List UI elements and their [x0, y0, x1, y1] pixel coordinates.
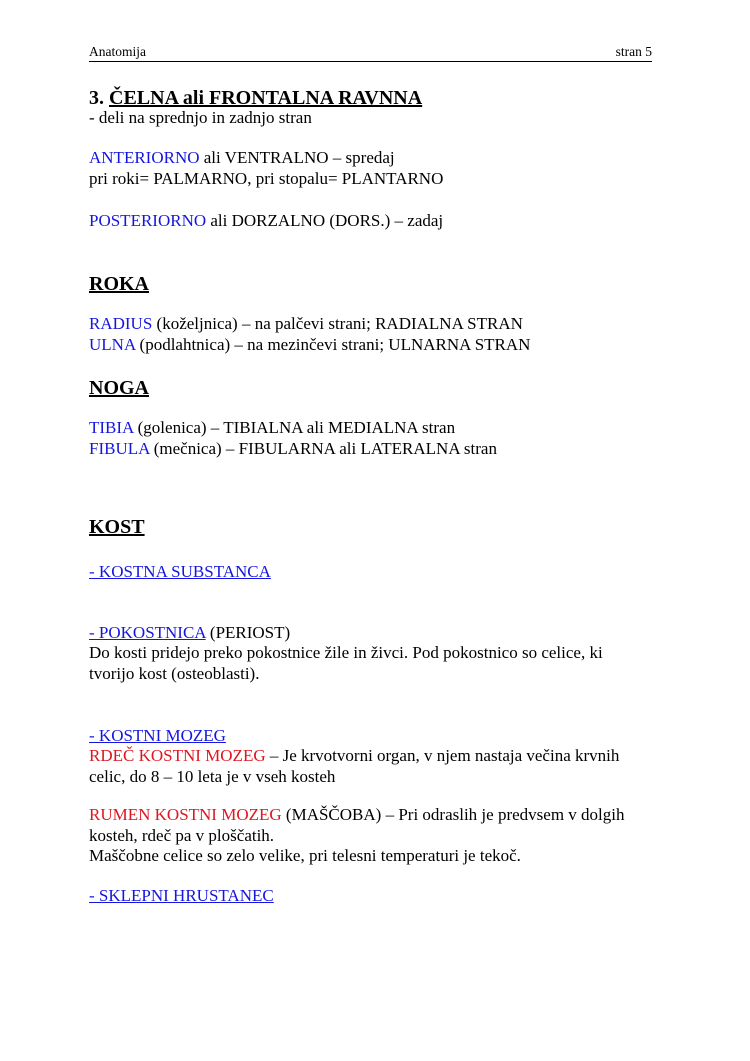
roka-heading: ROKA: [89, 273, 149, 295]
definition: (koželjnica) – na palčevi strani; RADIALNA STRAN: [152, 314, 523, 333]
term: TIBIA: [89, 418, 134, 437]
term: FIBULA: [89, 439, 150, 458]
section-subtitle: - deli na sprednjo in zadnjo stran: [89, 108, 312, 127]
kost-heading: KOST: [89, 516, 145, 538]
definition: – Je krvotvorni organ, v njem nastaja večina krvnih: [265, 746, 620, 765]
tibia-line: [89, 418, 455, 438]
term: RADIUS: [89, 314, 153, 333]
rumen-line: [89, 805, 625, 825]
rdec-line-2: celic, do 8 – 10 leta je v vseh kosteh: [89, 767, 336, 786]
term: RUMEN KOSTNI MOZEG: [89, 805, 282, 824]
header-rule: [89, 61, 652, 62]
definition: (podlahtnica) – na mezinčevi strani; ULNARNA STRAN: [135, 335, 531, 354]
definition: (PERIOST): [205, 623, 291, 642]
kostna-substanca-link[interactable]: - KOSTNA SUBSTANCA: [89, 562, 271, 581]
rumen-line-2: kosteh, rdeč pa v ploščatih.: [89, 826, 275, 845]
section-title: ČELNA ali FRONTALNA RAVNNA: [109, 87, 423, 109]
section-heading: [89, 86, 422, 110]
term: POSTERIORNO: [89, 211, 207, 230]
rumen-line-3: Maščobne celice so zelo velike, pri telesni temperaturi je tekoč.: [89, 846, 521, 865]
term: ULNA: [89, 335, 136, 354]
definition: ali DORZALNO (DORS.) – zadaj: [206, 211, 444, 230]
definition: (MAŠČOBA) – Pri odraslih je predvsem v dolgih: [281, 805, 625, 824]
ulna-line: [89, 335, 530, 355]
term: ANTERIORNO: [89, 148, 200, 167]
kostni-mozeg-link[interactable]: - KOSTNI MOZEG: [89, 726, 226, 745]
term: RDEČ KOSTNI MOZEG: [89, 746, 266, 765]
definition: ali VENTRALNO – spredaj: [199, 148, 395, 167]
section-number: 3.: [89, 87, 109, 109]
noga-heading: NOGA: [89, 377, 149, 399]
pokostnica-text-2: tvorijo kost (osteoblasti).: [89, 664, 260, 683]
sklepni-hrustanec-link[interactable]: - SKLEPNI HRUSTANEC: [89, 886, 274, 905]
anterior-line-2: pri roki= PALMARNO, pri stopalu= PLANTARNO: [89, 169, 444, 188]
pokostnica-text: Do kosti pridejo preko pokostnice žile in živci. Pod pokostnico so celice, ki: [89, 643, 603, 662]
rdec-line: [89, 746, 619, 766]
radius-line: [89, 314, 523, 334]
anterior-line: [89, 148, 395, 168]
header-title: Anatomija: [89, 44, 146, 59]
definition: (mečnica) – FIBULARNA ali LATERALNA stran: [149, 439, 497, 458]
fibula-line: [89, 439, 497, 459]
pokostnica-link[interactable]: - POKOSTNICA: [89, 623, 206, 642]
posterior-line: [89, 211, 443, 231]
page-number: stran 5: [615, 44, 652, 59]
definition: (golenica) – TIBIALNA ali MEDIALNA stran: [133, 418, 456, 437]
pokostnica-line: [89, 623, 290, 643]
